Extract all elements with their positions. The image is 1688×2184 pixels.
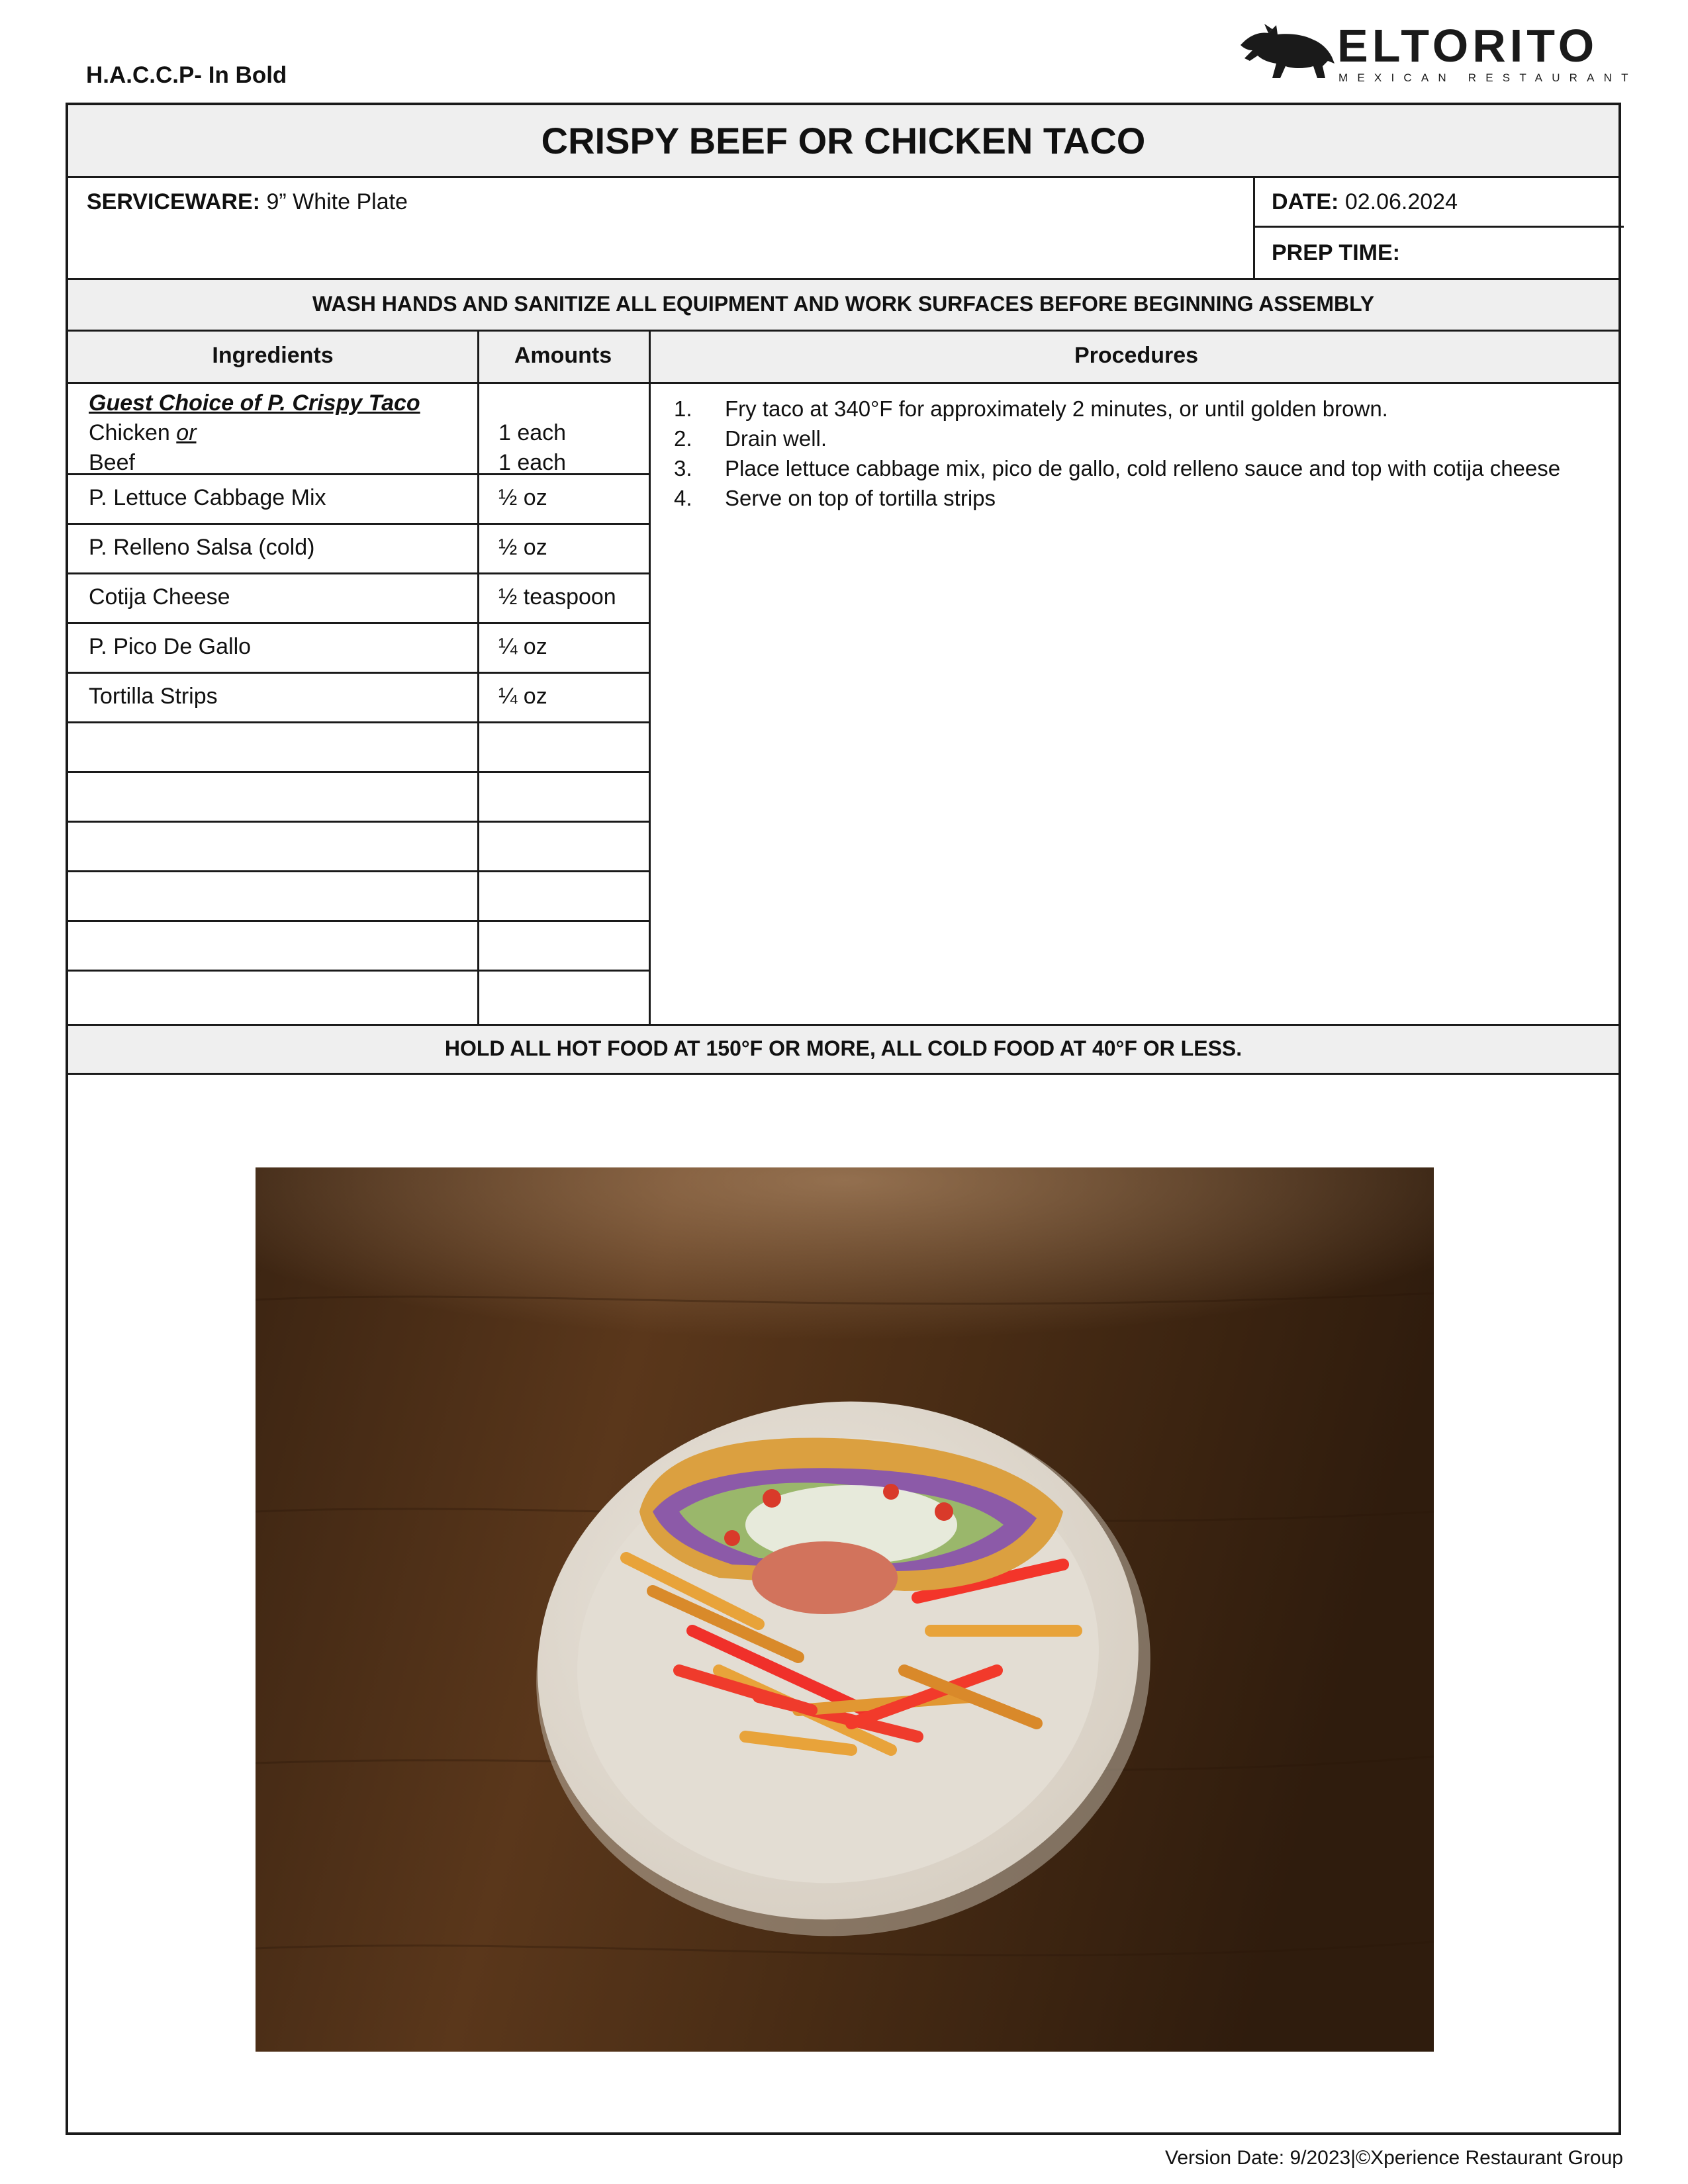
haccp-note: H.A.C.C.P- In Bold	[86, 62, 287, 88]
recipe-title: CRISPY BEEF OR CHICKEN TACO	[541, 120, 1146, 161]
ingredients-header: Ingredients	[212, 343, 334, 368]
bull-icon	[1238, 23, 1337, 83]
procedures-list	[674, 394, 1614, 513]
ingredient-name: P. Pico De Gallo	[89, 634, 252, 659]
ingredient-amount: ½ oz	[498, 485, 547, 510]
brand-wordmark: ELTORITO	[1337, 20, 1599, 71]
procedure-step: 2. Drain well.	[674, 426, 827, 451]
beef-option: Beef	[89, 450, 135, 475]
date-field	[1272, 178, 1458, 226]
guest-choice-amounts	[498, 418, 566, 478]
date-label: DATE:	[1272, 189, 1339, 214]
taco-photo	[256, 1167, 1434, 2052]
prep-time-field	[1272, 228, 1406, 278]
procedure-step: 4. Serve on top of tortilla strips	[674, 486, 996, 510]
version-footer: Version Date: 9/2023|©Xperience Restaurant Group	[1165, 2147, 1623, 2169]
chicken-amount: 1 each	[498, 420, 567, 445]
procedure-step: 1. Fry taco at 340°F for approximately 2 minutes, or until golden brown.	[674, 396, 1388, 421]
serviceware-label: SERVICEWARE:	[87, 189, 260, 214]
ingredient-name: P. Lettuce Cabbage Mix	[89, 485, 326, 510]
ingredient-amount: ¼ oz	[498, 634, 547, 659]
ingredient-amount: ½ oz	[498, 535, 547, 560]
ingredient-name: Tortilla Strips	[89, 684, 218, 709]
date-value: 02.06.2024	[1344, 189, 1458, 214]
chicken-option: Chicken	[89, 420, 170, 445]
prep-time-label: PREP TIME:	[1272, 240, 1400, 265]
ingredient-name: P. Relleno Salsa (cold)	[89, 535, 315, 560]
hold-temperature-warning: HOLD ALL HOT FOOD AT 150°F OR MORE, ALL COLD FOOD AT 40°F OR LESS.	[444, 1036, 1243, 1060]
el-torito-logo	[1238, 20, 1638, 86]
procedure-step: 3. Place lettuce cabbage mix, pico de gallo, cold relleno sauce and top with cotija cheese	[674, 456, 1561, 480]
guest-choice-ingredient	[89, 388, 420, 478]
wash-hands-warning: WASH HANDS AND SANITIZE ALL EQUIPMENT AND WORK SURFACES BEFORE BEGINNING ASSEMBLY	[312, 291, 1375, 316]
ingredient-name: Cotija Cheese	[89, 584, 230, 610]
taco-plate-illustration	[256, 1167, 1434, 2052]
or-text: or	[176, 420, 197, 445]
brand-tagline: MEXICAN RESTAURANT	[1338, 71, 1638, 84]
recipe-card	[66, 103, 1621, 2135]
beef-amount: 1 each	[498, 450, 567, 475]
guest-choice-heading: Guest Choice of P. Crispy Taco	[89, 390, 420, 416]
ingredient-amount: ¼ oz	[498, 684, 547, 709]
serviceware-value: 9” White Plate	[266, 189, 408, 214]
ingredient-amount: ½ teaspoon	[498, 584, 616, 610]
amounts-header: Amounts	[514, 343, 612, 368]
serviceware-field	[87, 178, 408, 226]
procedures-header: Procedures	[1074, 343, 1199, 368]
